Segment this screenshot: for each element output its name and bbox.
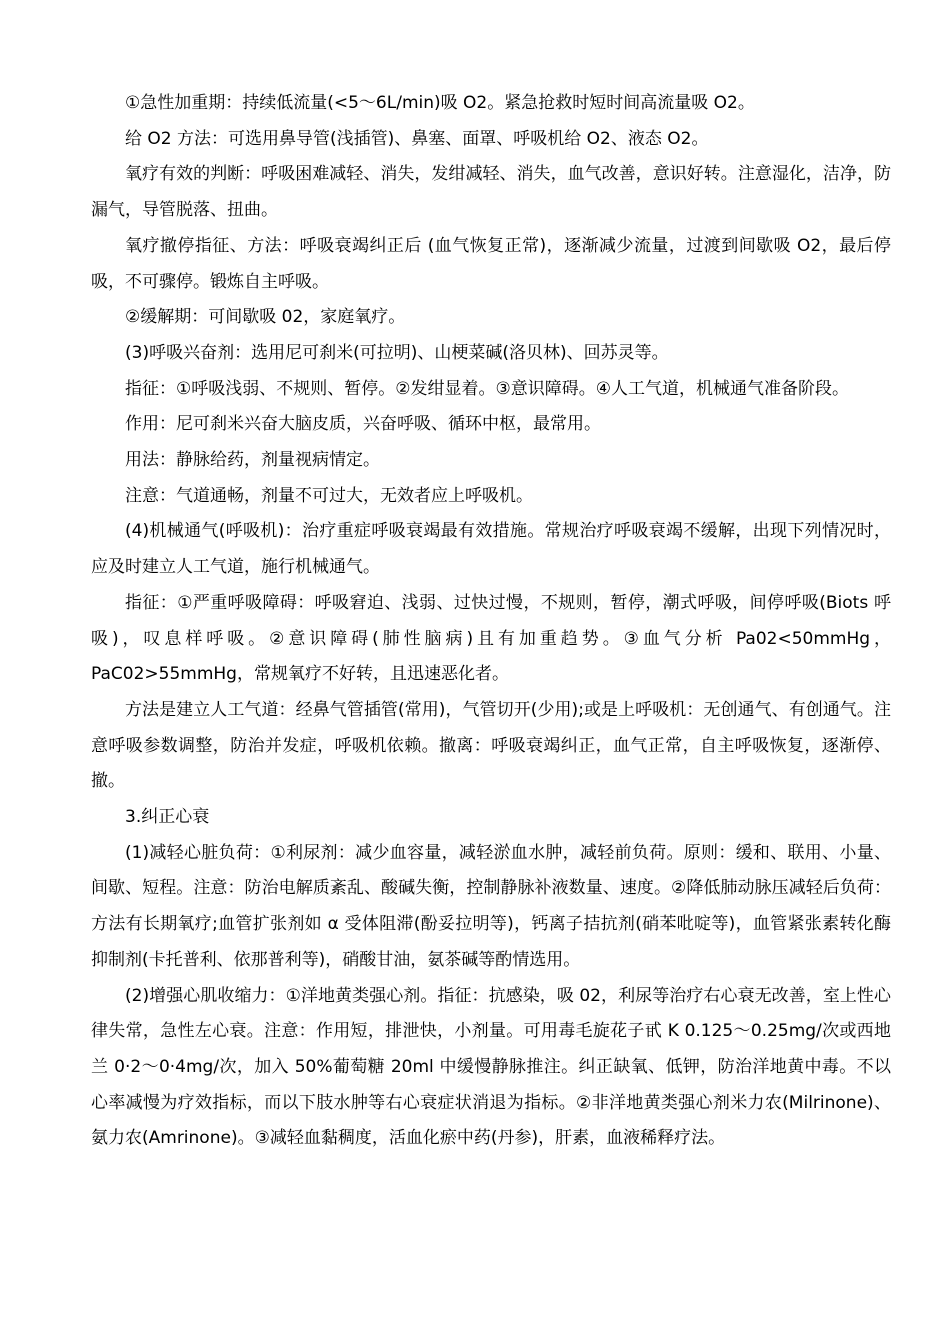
paragraph-ventilation-indications: 指征：①严重呼吸障碍：呼吸窘迫、浅弱、过快过慢，不规则，暂停，潮式呼吸，间停呼吸(Biots 呼吸)，叹息样呼吸。②意识障碍(肺性脑病)且有加重趋势。③血气分析 Pa02<50mmHg，PaC02>55mmHg，常规氧疗不好转，且迅速恶化者。 xyxy=(91,592,891,685)
paragraph-ventilation-methods: 方法是建立人工气道：经鼻气管插管(常用)，气管切开(少用);或是上呼吸机：无创通气、有创通气。注意呼吸参数调整，防治并发症，呼吸机依赖。撤离：呼吸衰竭纠正，血气正常，自主呼吸恢复，逐渐停、撤。 xyxy=(91,699,891,792)
paragraph-enhance-contractility: (2)增强心肌收缩力：①洋地黄类强心剂。指征：抗感染，吸 02，利尿等治疗右心衰无改善，室上性心律失常，急性左心衰。注意：作用短，排泄快，小剂量。可用毒毛旋花子甙 K 0.125～0.25mg/次或西地兰 0·2～0·4mg/次，加入 50%葡萄糖 20ml 中缓慢静脉推注。纠正缺氧、低钾，防治洋地黄中毒。不以心率减慢为疗效指标，而以下肢水肿等右心衰症状消退为指标。②非洋地黄类强心剂米力农(Milrinone)、氨力农(Amrinone)。③减轻血黏稠度，活血化瘀中药(丹参)，肝素，血液稀释疗法。 xyxy=(91,985,891,1149)
paragraph-acute-oxygen: ①急性加重期：持续低流量(<5～6L/min)吸 O2。紧急抢救时短时间高流量吸 O2。 xyxy=(125,93,755,113)
paragraph-reduce-cardiac-load: (1)减轻心脏负荷：①利尿剂：减少血容量，减轻淤血水肿，减轻前负荷。原则：缓和、联用、小量、间歇、短程。注意：防治电解质紊乱、酸碱失衡，控制静脉补液数量、速度。②降低肺动脉压减轻后负荷：方法有长期氧疗;血管扩张剂如 α 受体阻滞(酚妥拉明等)，钙离子拮抗剂(硝苯吡啶等)，血管紧张素转化酶抑制剂(卡托普利、依那普利等)，硝酸甘油，氨茶碱等酌情选用。 xyxy=(91,842,891,970)
paragraph-stimulant-caution: 注意：气道通畅，剂量不可过大，无效者应上呼吸机。 xyxy=(125,485,533,506)
paragraph-oxygen-effectiveness: 氧疗有效的判断：呼吸困难减轻、消失，发绀减轻、消失，血气改善，意识好转。注意湿化，洁净，防漏气，导管脱落、扭曲。 xyxy=(91,164,891,221)
paragraph-remission-period: ②缓解期：可间歇吸 02，家庭氧疗。 xyxy=(125,307,406,328)
section-heading-heart-failure: 3.纠正心衰 xyxy=(125,807,210,828)
paragraph-mechanical-ventilation: (4)机械通气(呼吸机)：治疗重症呼吸衰竭最有效措施。常规治疗呼吸衰竭不缓解，出现下列情况时，应及时建立人工气道，施行机械通气。 xyxy=(91,521,891,578)
paragraph-respiratory-stimulants: (3)呼吸兴奋剂：选用尼可刹米(可拉明)、山梗菜碱(洛贝林)、回苏灵等。 xyxy=(125,342,669,363)
paragraph-stimulant-indications: 指征：①呼吸浅弱、不规则、暂停。②发绀显着。③意识障碍。④人工气道，机械通气准备阶段。 xyxy=(125,378,849,399)
document-page xyxy=(91,86,891,1157)
paragraph-stimulant-action: 作用：尼可刹米兴奋大脑皮质，兴奋呼吸、循环中枢，最常用。 xyxy=(125,414,601,435)
paragraph-stimulant-usage: 用法：静脉给药，剂量视病情定。 xyxy=(125,450,380,471)
paragraph-oxygen-methods: 给 O2 方法：可选用鼻导管(浅插管)、鼻塞、面罩、呼吸机给 O2、液态 O2。 xyxy=(125,128,709,149)
paragraph-oxygen-withdrawal: 氧疗撤停指征、方法：呼吸衰竭纠正后 (血气恢复正常)，逐渐减少流量，过渡到间歇吸 O2，最后停吸，不可骤停。锻炼自主呼吸。 xyxy=(91,235,891,292)
